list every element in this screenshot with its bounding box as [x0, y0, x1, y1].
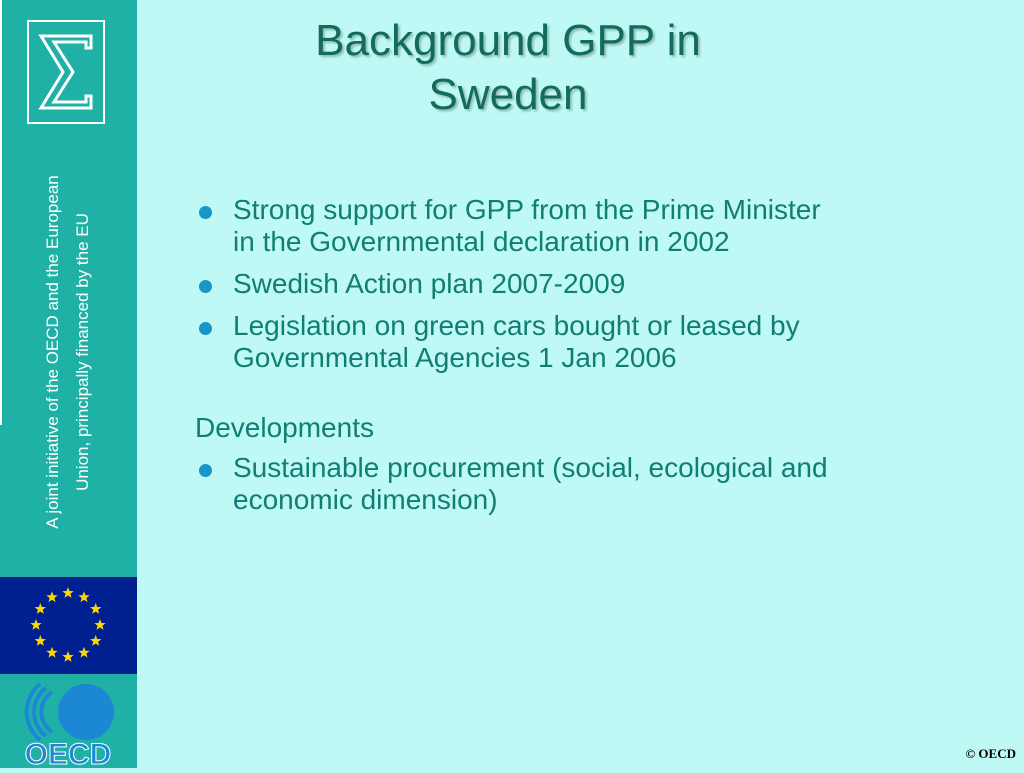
- bullet-text: Sustainable procurement (social, ecological and economic dimension): [233, 452, 828, 515]
- sidebar-divider: [0, 0, 2, 425]
- eu-star-icon: [35, 635, 46, 646]
- eu-flag-icon: [0, 577, 137, 674]
- oecd-logo-icon: [0, 674, 137, 768]
- slide-title-line-1: Background GPP in: [315, 16, 701, 65]
- eu-star-icon: [46, 591, 57, 602]
- bullet-dot-icon: [199, 206, 212, 219]
- slide-title-line-2: Sweden: [428, 70, 588, 119]
- eu-star-icon: [62, 587, 73, 598]
- bullet-text: Swedish Action plan 2007-2009: [233, 268, 626, 299]
- bullet-dot-icon: [199, 280, 212, 293]
- bullet-text: Legislation on green cars bought or leased by Governmental Agencies 1 Jan 2006: [233, 310, 800, 373]
- tagline-line-2: Union, principally financed by the EU: [73, 213, 92, 491]
- oecd-logo-text: OECD: [24, 738, 112, 768]
- eu-star-icon: [94, 619, 105, 630]
- bullet-text: Strong support for GPP from the Prime Minister in the Governmental declaration in 2002: [233, 194, 821, 257]
- eu-star-icon: [35, 603, 46, 614]
- eu-star-icon: [78, 647, 89, 658]
- tagline-line-1: A joint initiative of the OECD and the European: [43, 175, 62, 529]
- sigma-logo: [27, 20, 105, 124]
- eu-flag: [0, 577, 137, 674]
- copyright-footer: © OECD: [965, 746, 1016, 761]
- eu-star-icon: [78, 591, 89, 602]
- bullet-dot-icon: [199, 322, 212, 335]
- sidebar: [0, 0, 137, 768]
- bullet-item: [195, 194, 845, 258]
- sigma-icon: [29, 22, 103, 122]
- bullet-item: [195, 452, 845, 516]
- eu-star-icon: [46, 647, 57, 658]
- eu-star-icon: [30, 619, 41, 630]
- section-heading: Developments: [195, 412, 374, 443]
- slide-title: [200, 14, 816, 122]
- bullet-dot-icon: [199, 464, 212, 477]
- bullet-item: [195, 268, 845, 300]
- eu-star-icon: [90, 603, 101, 614]
- sidebar-tagline: [38, 132, 98, 572]
- bullet-item: [195, 310, 845, 374]
- slide-content: [195, 194, 845, 526]
- oecd-logo: [0, 674, 137, 768]
- eu-star-icon: [90, 635, 101, 646]
- eu-star-icon: [62, 651, 73, 662]
